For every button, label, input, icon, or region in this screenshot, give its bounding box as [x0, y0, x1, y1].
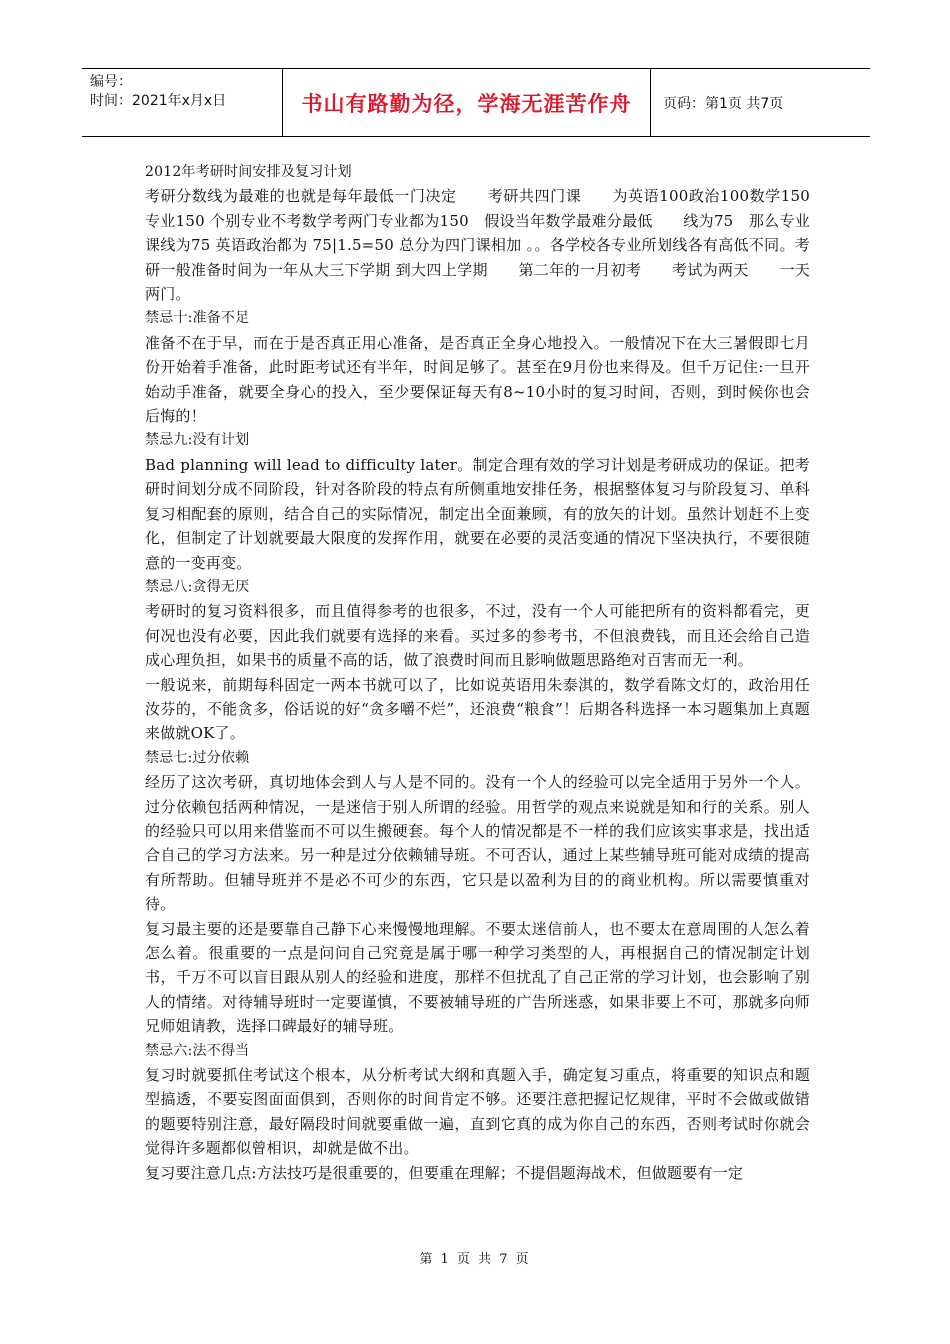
body-paragraph: 考研分数线为最难的也就是每年最低一门决定 考研共四门课 为英语100政治100数学150专业150 个别专业不考数学考两门专业都为150 假设当年数学最难分最低 线为75 那么专业课线为75 英语政治都为 75|1.5=50 总分为四门课相加 。。各学校各专业所划线各有高低不同。考研一般准备时间为一年从大三下学期 到大四上学期 第二年的一月初考 考试为两天 一天两门。	[145, 187, 810, 304]
body-paragraph: 复习最主要的还是要靠自己静下心来慢慢地理解。不要太迷信前人，也不要太在意周围的人怎么着怎么着。很重要的一点是问问自己究竟是属于哪一种学习类型的人，再根据自己的情况制定计划书，千万不可以盲目跟从别人的经验和进度，那样不但扰乱了自己正常的学习计划，也会影响了别人的情绪。对待辅导班时一定要谨慎，不要被辅导班的广告所迷惑，如果非要上不可，那就多向师兄师姐请教，选择口碑最好的辅导班。	[145, 919, 810, 1036]
header-page-label: 页码：第1页 共7页	[663, 95, 784, 112]
body-paragraph: 考研时的复习资料很多，而且值得参考的也很多，不过，没有一个人可能把所有的资料都看完，更何况也没有必要，因此我们就要有选择的来看。买过多的参考书，不但浪费钱，而且还会给自己造成心理负担，如果书的质量不高的话，做了浪费时间而且影响做题思路绝对百害而无一利。	[145, 602, 810, 670]
document-number-label: 编号：	[90, 74, 132, 90]
section-heading: 2012年考研时间安排及复习计划	[145, 164, 352, 180]
section-heading: 禁忌八:贪得无厌	[145, 578, 250, 595]
section-heading: 禁忌十:准备不足	[145, 310, 250, 327]
body-paragraph: 复习时就要抓住考试这个根本，从分析考试大纲和真题入手，确定复习重点，将重要的知识点和题型搞透，不要妄图面面俱到，否则你的时间肯定不够。还要注意把握记忆规律，平时不会做或做错的题要特别注意，最好隔段时间就要重做一遍，直到它真的成为你自己的东西，否则考试时你就会觉得许多题都似曾相识，却就是做不出。	[145, 1066, 810, 1158]
header-motto: 书山有路勤为径，学海无涯苦作舟	[283, 69, 651, 136]
body-paragraph: 准备不在于早，而在于是否真正用心准备，是否真正全身心地投入。一般情况下在大三暑假即七月份开始着手准备，此时距考试还有半年，时间足够了。甚至在9月份也来得及。但千万记住:一旦开始动手准备，就要全身心的投入，至少要保证每天有8~10小时的复习时间，否则，到时候你也会后悔的！	[145, 333, 810, 426]
header-meta	[82, 69, 283, 136]
body-paragraph: 一般说来，前期每科固定一两本书就可以了，比如说英语用朱泰淇的，数学看陈文灯的，政治用任汝芬的，不能贪多，俗话说的好“贪多嚼不烂”，还浪费“粮食”！后期各科选择一本习题集加上真题来做就OK了。	[145, 675, 810, 743]
section-heading: 禁忌九:没有计划	[145, 432, 250, 449]
section-heading: 禁忌六:法不得当	[145, 1042, 250, 1059]
page-header	[82, 68, 870, 137]
body-paragraph: 经历了这次考研，真切地体会到人与人是不同的。没有一个人的经验可以完全适用于另外一个人。过分依赖包括两种情况，一是迷信于别人所谓的经验。用哲学的观点来说就是知和行的关系。别人的经验只可以用来借鉴而不可以生搬硬套。每个人的情况都是不一样的我们应该实事求是，找出适合自己的学习方法来。另一种是过分依赖辅导班。不可否认，通过上某些辅导班可能对成绩的提高有所帮助。但辅导班并不是必不可少的东西，它只是以盈利为目的的商业机构。所以需要慎重对待。	[145, 773, 810, 914]
section-heading: 禁忌七:过分依赖	[145, 749, 250, 766]
document-time-label: 时间：2021年x月x日	[90, 93, 227, 109]
document-body	[145, 160, 810, 1185]
page-footer: 第 1 页 共 7 页	[419, 1252, 531, 1267]
body-paragraph: 复习要注意几点:方法技巧是很重要的，但要重在理解；不提倡题海战术，但做题要有一定	[145, 1163, 744, 1182]
body-paragraph: Bad planning will lead to difficulty later。制定合理有效的学习计划是考研成功的保证。把考研时间划分成不同阶段，针对各阶段的特点有所侧重地安排任务，根据整体复习与阶段复习、单科复习相配套的原则，结合自己的实际情况，制定出全面兼顾，有的放矢的计划。虽然计划赶不上变化，但制定了计划就要最大限度的发挥作用，就要在必要的灵活变通的情况下坚决执行，不要很随意的一变再变。	[145, 455, 810, 572]
